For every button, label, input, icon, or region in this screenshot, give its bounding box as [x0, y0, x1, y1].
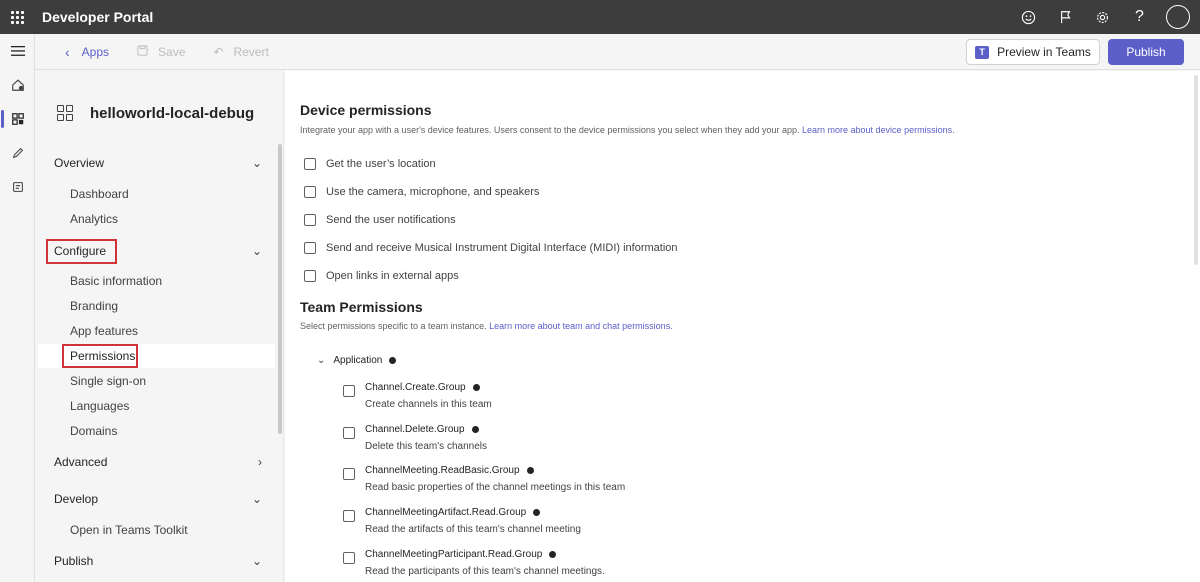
- checkbox[interactable]: [304, 214, 316, 226]
- help-icon[interactable]: ?: [1135, 8, 1144, 25]
- back-to-apps-button[interactable]: [35, 34, 123, 70]
- checkbox[interactable]: [304, 158, 316, 170]
- nav-item-single-sign-on[interactable]: Single sign-on: [70, 374, 147, 388]
- publish-button[interactable]: Publish: [1108, 39, 1184, 65]
- device-permission-row[interactable]: [304, 270, 459, 282]
- chevron-down-icon: ⌄: [251, 554, 262, 568]
- app-title: Developer Portal: [42, 9, 154, 25]
- device-permissions-description: [300, 125, 955, 135]
- avatar[interactable]: [1166, 5, 1190, 29]
- device-permission-row[interactable]: [304, 186, 539, 198]
- revert-button[interactable]: [199, 34, 282, 70]
- team-permissions-description: [300, 321, 673, 331]
- highlight-box-permissions: [62, 344, 138, 368]
- app-launcher-icon[interactable]: [0, 0, 34, 34]
- permission-label: Send the user notifications: [326, 214, 456, 226]
- revert-label: Revert: [233, 44, 269, 59]
- nav-section-label: Configure: [54, 244, 107, 258]
- scope-name: [365, 549, 556, 560]
- scope-description: Read the participants of this team's channel meetings.: [365, 566, 605, 577]
- preview-label: Preview in Teams: [997, 45, 1091, 59]
- nav-item-open-in-teams-toolkit[interactable]: Open in Teams Toolkit: [70, 523, 188, 537]
- info-icon[interactable]: [389, 357, 396, 364]
- save-icon: [137, 45, 148, 59]
- device-description-text: Integrate your app with a user's device features. Users consent to the device permissions you select when they add your app.: [300, 125, 802, 135]
- checkbox[interactable]: [343, 427, 355, 439]
- scope-description: Delete this team's channels: [365, 441, 487, 452]
- main-scrollbar[interactable]: [1194, 75, 1198, 265]
- nav-item-branding[interactable]: Branding: [70, 299, 119, 313]
- chevron-down-icon: ⌄: [251, 244, 262, 258]
- undo-icon: ↶: [213, 44, 224, 59]
- scope-name: [365, 465, 534, 476]
- chevron-left-icon: ‹: [65, 43, 70, 60]
- nav-item-analytics[interactable]: Analytics: [70, 212, 119, 226]
- save-button[interactable]: [123, 34, 199, 70]
- nav-item-app-features[interactable]: App features: [70, 324, 139, 338]
- chevron-down-icon: ⌄: [251, 156, 262, 170]
- scope-description: Read the artifacts of this team's channel meeting: [365, 524, 581, 535]
- nav-header: [57, 105, 254, 122]
- feedback-icon[interactable]: [1010, 0, 1047, 34]
- hamburger-icon[interactable]: [0, 34, 35, 68]
- nav-section-label: Publish: [54, 554, 94, 568]
- nav-item-languages[interactable]: Languages: [70, 399, 130, 413]
- device-permission-row[interactable]: [304, 242, 678, 254]
- device-permission-row[interactable]: [304, 158, 436, 170]
- device-permissions-learn-more-link[interactable]: Learn more about device permissions.: [802, 125, 955, 135]
- info-icon[interactable]: [533, 509, 540, 516]
- permission-label: Get the user’s location: [326, 158, 436, 170]
- scope-name-text: Channel.Delete.Group: [365, 424, 465, 435]
- device-permissions-title: Device permissions: [300, 102, 432, 118]
- checkbox[interactable]: [343, 468, 355, 480]
- command-bar: [35, 34, 1200, 70]
- nav-section-publish[interactable]: [54, 549, 264, 573]
- scope-name-text: ChannelMeeting.ReadBasic.Group: [365, 465, 520, 476]
- scope-name: [365, 424, 479, 435]
- highlight-box-configure: [46, 239, 117, 264]
- nav-item-dashboard[interactable]: Dashboard: [70, 187, 129, 201]
- nav-section-develop[interactable]: [54, 487, 264, 511]
- permission-label: Send and receive Musical Instrument Digital Interface (MIDI) information: [326, 242, 678, 254]
- permission-label: Use the camera, microphone, and speakers: [326, 186, 540, 198]
- preview-in-teams-button[interactable]: [966, 39, 1100, 65]
- checkbox[interactable]: [304, 242, 316, 254]
- group-label: Application: [333, 355, 383, 366]
- nav-item-domains[interactable]: Domains: [70, 424, 118, 438]
- apps-icon[interactable]: [0, 102, 35, 136]
- scope-description: Create channels in this team: [365, 399, 492, 410]
- permission-label: Open links in external apps: [326, 270, 459, 282]
- nav-section-advanced[interactable]: [54, 450, 264, 474]
- app-nav: [35, 71, 284, 582]
- back-label: Apps: [81, 44, 110, 59]
- info-icon[interactable]: [549, 551, 556, 558]
- info-icon[interactable]: [472, 426, 479, 433]
- nav-section-overview[interactable]: [54, 151, 264, 175]
- scope-name: [365, 507, 540, 518]
- chevron-right-icon: ›: [258, 455, 262, 469]
- scope-name: [365, 382, 480, 393]
- app-icon: [57, 105, 74, 122]
- team-permissions-learn-more-link[interactable]: Learn more about team and chat permissions.: [489, 321, 673, 331]
- info-icon[interactable]: [473, 384, 480, 391]
- scope-name-text: ChannelMeetingParticipant.Read.Group: [365, 549, 543, 560]
- team-description-text: Select permissions specific to a team instance.: [300, 321, 490, 331]
- app-name: helloworld-local-debug: [90, 105, 255, 122]
- chevron-down-icon: ⌄: [251, 492, 262, 506]
- checkbox[interactable]: [343, 552, 355, 564]
- checkbox[interactable]: [343, 510, 355, 522]
- settings-icon[interactable]: [1084, 0, 1121, 34]
- checkbox[interactable]: [304, 186, 316, 198]
- nav-item-basic-information[interactable]: Basic information: [70, 274, 163, 288]
- nav-section-label: Develop: [54, 492, 99, 506]
- home-icon[interactable]: [0, 68, 35, 102]
- teams-logo-icon: T: [975, 46, 989, 59]
- top-bar: [0, 0, 1200, 34]
- main-content: [285, 71, 1200, 582]
- team-permissions-title: Team Permissions: [300, 299, 423, 315]
- clipboard-icon[interactable]: [0, 170, 35, 204]
- info-icon[interactable]: [527, 467, 534, 474]
- left-rail: [0, 34, 35, 582]
- nav-item-permissions[interactable]: Permissions: [70, 349, 136, 363]
- nav-scrollbar[interactable]: [278, 144, 282, 434]
- checkbox[interactable]: [343, 385, 355, 397]
- flag-icon[interactable]: [1047, 0, 1084, 34]
- chevron-down-icon: ⌄: [317, 355, 326, 366]
- application-group-toggle[interactable]: [317, 355, 396, 366]
- nav-section-label: Overview: [54, 156, 105, 170]
- scope-name-text: Channel.Create.Group: [365, 382, 466, 393]
- device-permission-row[interactable]: [304, 214, 456, 226]
- save-label: Save: [158, 44, 186, 59]
- checkbox[interactable]: [304, 270, 316, 282]
- tools-icon[interactable]: [0, 136, 35, 170]
- scope-name-text: ChannelMeetingArtifact.Read.Group: [365, 507, 527, 518]
- scope-description: Read basic properties of the channel meetings in this team: [365, 482, 626, 493]
- nav-section-label: Advanced: [54, 455, 108, 469]
